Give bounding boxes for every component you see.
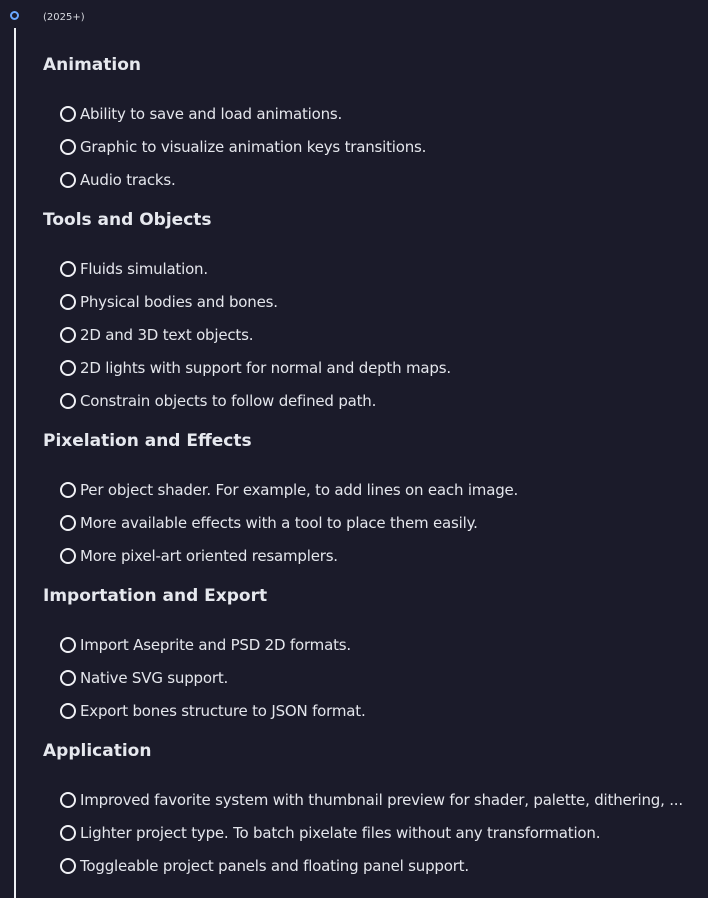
roadmap-item (60, 667, 228, 689)
roadmap-item-text: 2D and 3D text objects. (80, 326, 254, 344)
roadmap-item (60, 789, 683, 811)
roadmap-item (60, 169, 176, 191)
circle-icon (60, 294, 76, 310)
circle-icon (60, 637, 76, 653)
circle-icon (60, 548, 76, 564)
roadmap-item-text: More available effects with a tool to place them easily. (80, 514, 478, 532)
roadmap-item (60, 700, 366, 722)
roadmap-item-text: Native SVG support. (80, 669, 229, 687)
circle-icon (60, 515, 76, 531)
circle-icon (60, 106, 76, 122)
circle-icon (60, 825, 76, 841)
roadmap-item-text: Fluids simulation. (80, 260, 208, 278)
circle-icon (60, 393, 76, 409)
circle-icon (60, 670, 76, 686)
roadmap-item (60, 291, 278, 313)
roadmap-item (60, 822, 600, 844)
section-title-animation: Animation (43, 55, 142, 75)
roadmap-item-text: Audio tracks. (80, 171, 176, 189)
section-title-application: Application (43, 741, 152, 761)
roadmap-item-text: Import Aseprite and PSD 2D formats. (80, 636, 351, 654)
circle-icon (60, 360, 76, 376)
roadmap-item-text: Per object shader. For example, to add lines on each image. (80, 481, 519, 499)
circle-icon (60, 172, 76, 188)
circle-icon (60, 139, 76, 155)
roadmap-item (60, 258, 208, 280)
roadmap-item (60, 545, 338, 567)
roadmap-item (60, 479, 518, 501)
roadmap-item-text: 2D lights with support for normal and depth maps. (80, 359, 451, 377)
roadmap-item (60, 512, 478, 534)
roadmap-item-text: Graphic to visualize animation keys transitions. (80, 138, 427, 156)
roadmap-item (60, 103, 342, 125)
milestone-label: (2025+) (43, 12, 85, 23)
section-title-tools-and-objects: Tools and Objects (43, 210, 212, 230)
timeline-milestone-icon (10, 11, 19, 20)
roadmap-item (60, 855, 469, 877)
roadmap-item-text: Toggleable project panels and floating panel support. (80, 857, 469, 875)
roadmap-item-text: Physical bodies and bones. (80, 293, 278, 311)
roadmap-item-text: Export bones structure to JSON format. (80, 702, 366, 720)
roadmap-item-text: Ability to save and load animations. (80, 105, 343, 123)
circle-icon (60, 858, 76, 874)
circle-icon (60, 327, 76, 343)
roadmap-item (60, 390, 376, 412)
roadmap-item-text: Lighter project type. To batch pixelate files without any transformation. (80, 824, 601, 842)
circle-icon (60, 261, 76, 277)
timeline-line (14, 28, 16, 898)
circle-icon (60, 482, 76, 498)
roadmap-item-text: Improved favorite system with thumbnail preview for shader, palette, dithering, ... (80, 791, 683, 809)
section-title-importation-and-export: Importation and Export (43, 586, 268, 606)
roadmap-item (60, 324, 253, 346)
roadmap-item (60, 357, 451, 379)
circle-icon (60, 703, 76, 719)
roadmap-item (60, 136, 426, 158)
roadmap-item-text: Constrain objects to follow defined path. (80, 392, 377, 410)
roadmap-item-text: More pixel-art oriented resamplers. (80, 547, 338, 565)
section-title-pixelation-and-effects: Pixelation and Effects (43, 431, 252, 451)
circle-icon (60, 792, 76, 808)
roadmap-item (60, 634, 351, 656)
